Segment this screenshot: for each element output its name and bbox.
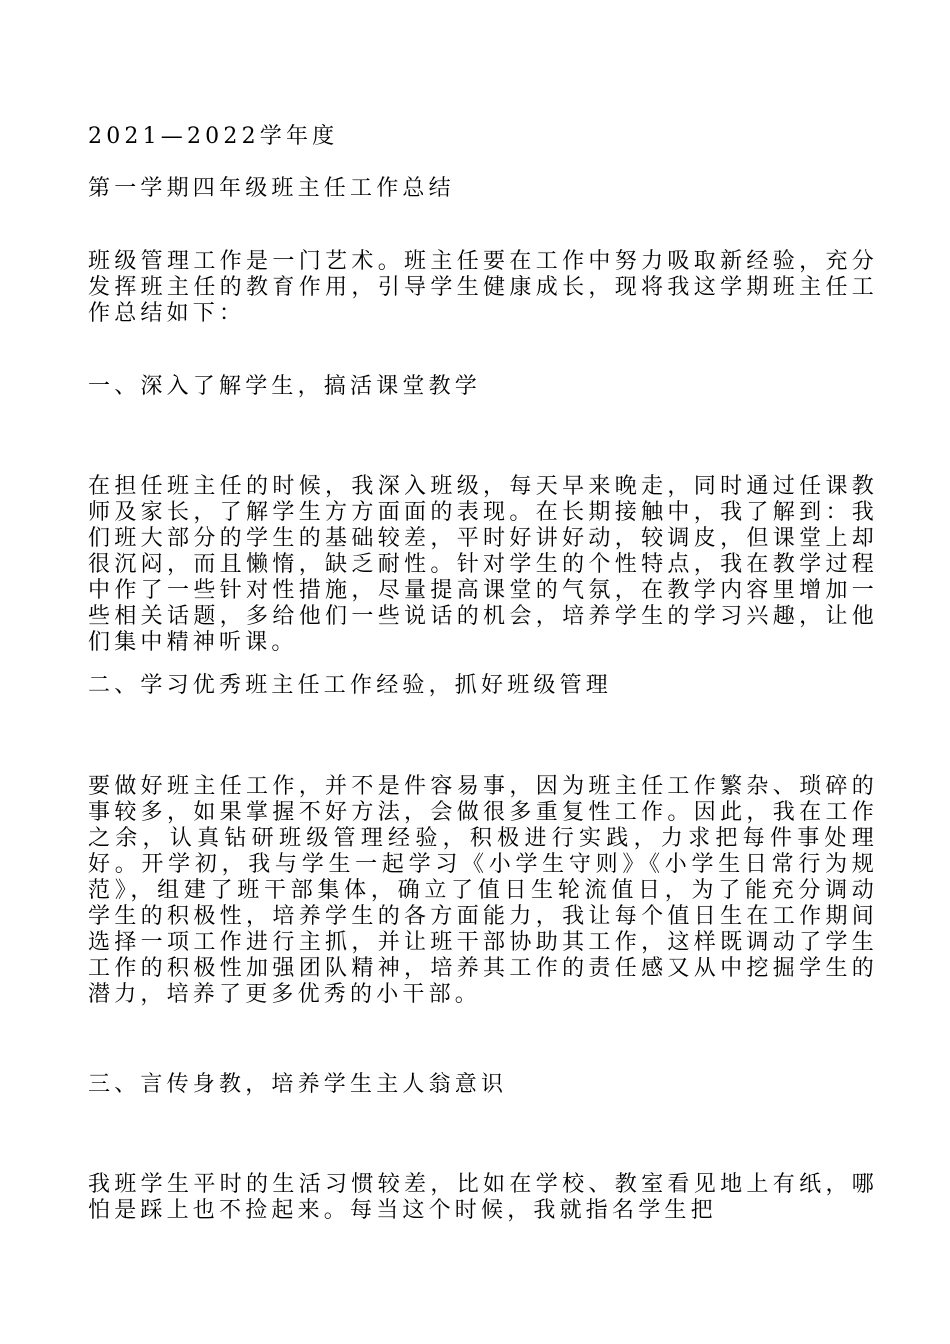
section-2-body: 要做好班主任工作，并不是件容易事，因为班主任工作繁杂、琐碎的事较多，如果掌握不好方法，会做很多重复性工作。因此，我在工作之余，认真钻研班级管理经验，积极进行实践，力求把每件事处理好。开学初，我与学生一起学习《小学生守则》《小学生日常行为规范》，组建了班干部集体，确立了值日生轮流值日，为了能充分调动学生的积极性，培养学生的各方面能力，我让每个值日生在工作期间选择一项工作进行主抓，并让班干部协助其工作，这样既调动了学生工作的积极性加强团队精神，培养其工作的责任感又从中挖掘学生的潜力，培养了更多优秀的小干部。 xyxy=(88,774,878,1007)
section-1-body: 在担任班主任的时候，我深入班级，每天早来晚走，同时通过任课教师及家长，了解学生方方面面的表现。在长期接触中，我了解到：我们班大部分的学生的基础较差，平时好讲好动，较调皮，但课堂上却很沉闷，而且懒惰，缺乏耐性。针对学生的个性特点，我在教学过程中作了一些针对性措施，尽量提高课堂的气氛，在教学内容里增加一些相关话题，多给他们一些说话的机会，培养学生的学习兴趣，让他们集中精神听课。 xyxy=(88,474,878,655)
section-3-body: 我班学生平时的生活习惯较差，比如在学校、教室看见地上有纸，哪怕是踩上也不捡起来。每当这个时候，我就指名学生把 xyxy=(88,1172,878,1223)
section-2-heading: 二、学习优秀班主任工作经验，抓好班级管理 xyxy=(88,673,613,698)
intro-paragraph: 班级管理工作是一门艺术。班主任要在工作中努力吸取新经验，充分发挥班主任的教育作用，引导学生健康成长，现将我这学期班主任工作总结如下： xyxy=(88,249,878,326)
year-line: 2021—2022学年度 xyxy=(88,124,339,149)
section-3-heading: 三、言传身教，培养学生主人翁意识 xyxy=(88,1072,508,1097)
section-1-heading: 一、深入了解学生，搞活课堂教学 xyxy=(88,374,482,399)
document-title: 第一学期四年级班主任工作总结 xyxy=(88,176,455,201)
